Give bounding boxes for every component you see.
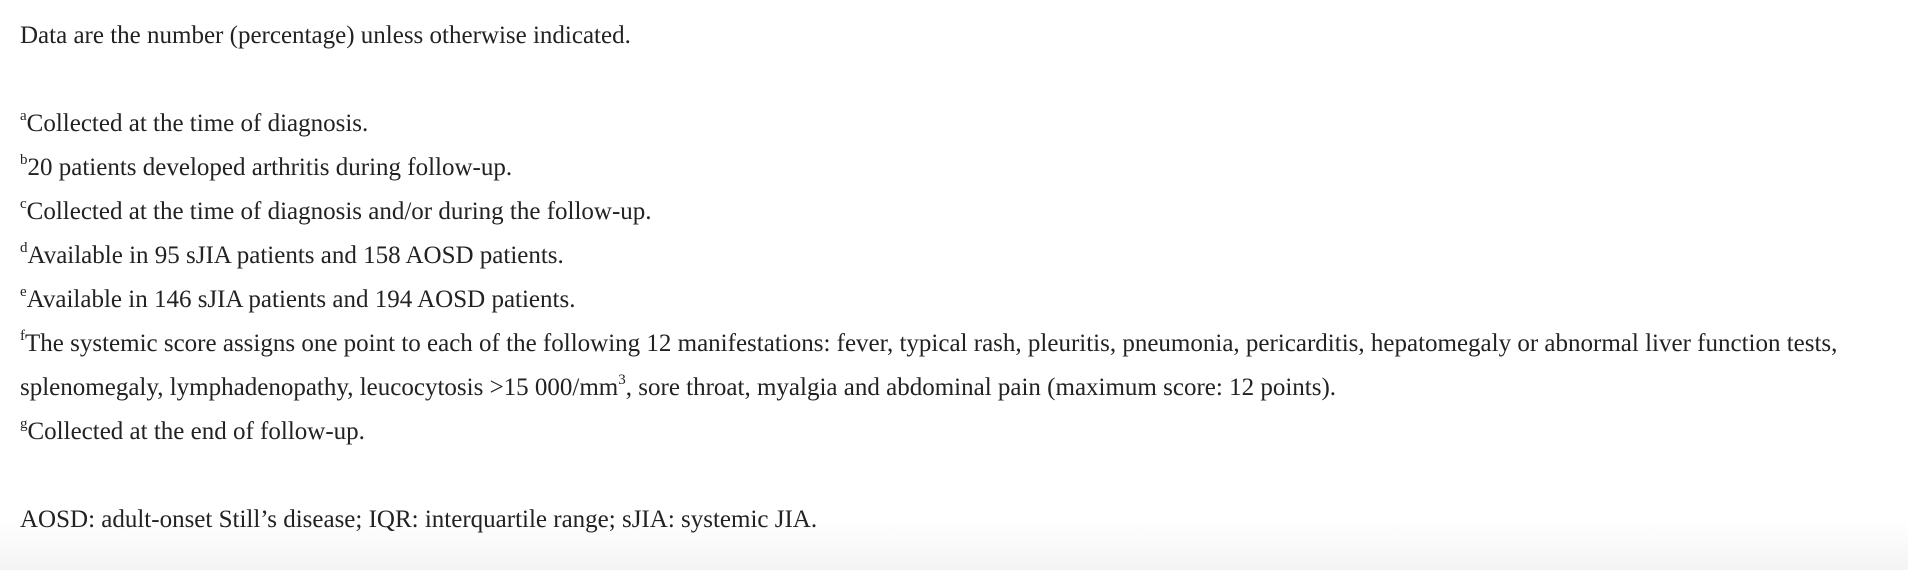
footnote-text-continued: , sore throat, myalgia and abdominal pain (maximum score: 12 points). [625,374,1337,401]
footnote-b [20,146,1890,190]
footnote-marker: e [20,283,27,300]
footnote-marker: a [20,107,27,124]
abbreviations-note: AOSD: adult-onset Still’s disease; IQR: interquartile range; sJIA: systemic JIA. [20,506,818,533]
table-footnotes [20,0,1890,542]
footnote-marker: c [20,195,27,212]
footnote-text: Available in 146 sJIA patients and 194 AOSD patients. [26,286,576,313]
footnote-c [20,190,1890,234]
footnote-text: Available in 95 sJIA patients and 158 AOSD patients. [27,242,564,269]
footnote-a [20,102,1890,146]
footnote-d [20,234,1890,278]
footnote-text: Collected at the time of diagnosis. [26,110,369,137]
footnote-text: Collected at the end of follow-up. [27,418,365,445]
footnote-text: The systemic score assigns one point to each of the following 12 manifestations: fever, typical rash, pleuritis, pneumonia, pericarditis, hepatomegaly or abnormal liver function tests, splenomegaly, lymphadenopathy, leucocytosis >15 000/mm [20,330,1838,401]
footnote-marker: d [20,239,28,256]
footnote-e [20,278,1890,322]
footnote-text: Collected at the time of diagnosis and/or during the follow-up. [26,198,652,225]
footnote-f [20,322,1890,410]
footnote-g [20,410,1890,454]
footnote-text: 20 patients developed arthritis during follow-up. [27,154,513,181]
footnote-marker: g [20,415,28,432]
footnote-marker: b [20,151,28,168]
intro-note: Data are the number (percentage) unless otherwise indicated. [20,22,631,49]
footnote-marker: f [20,327,25,344]
footnote-superscript: 3 [618,371,626,388]
